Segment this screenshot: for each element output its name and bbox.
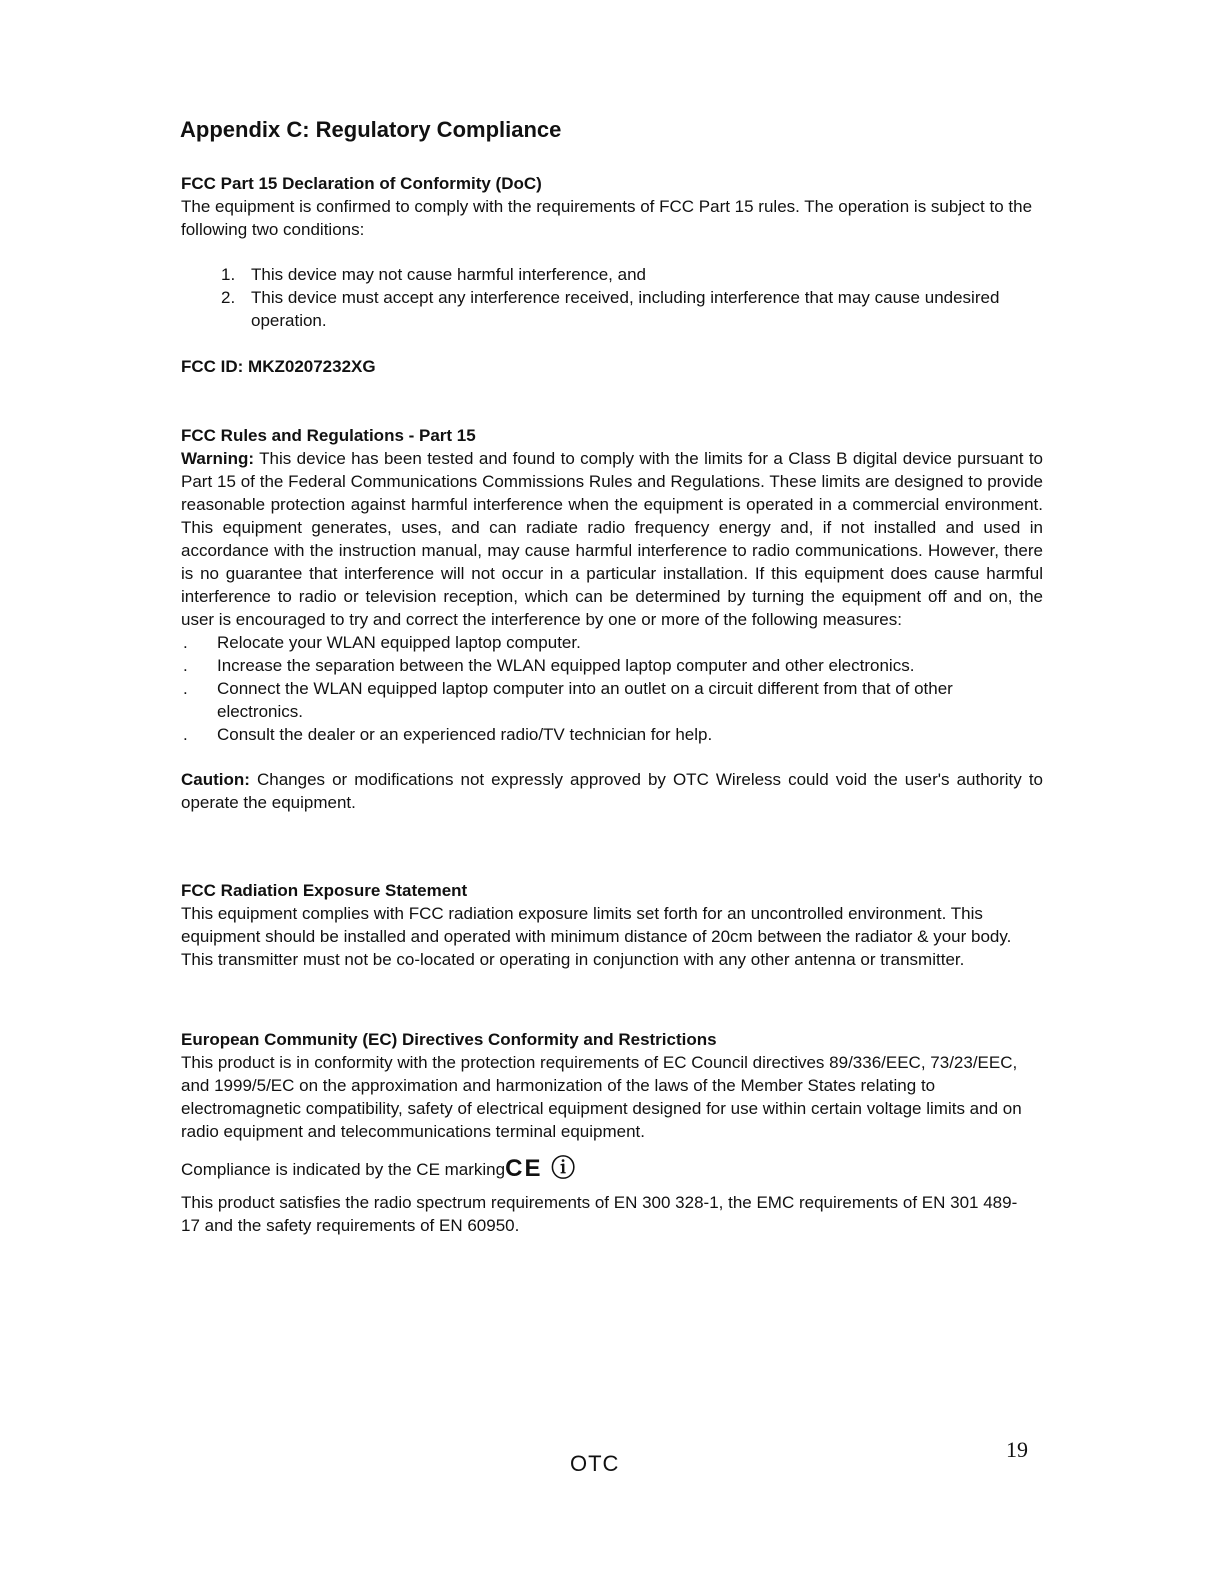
caution-paragraph: Caution: Changes or modifications not expressly approved by OTC Wireless could void the user's authority to operate the equipment.: [181, 770, 1043, 812]
ec-heading: European Community (EC) Directives Conformity and Restrictions: [181, 1030, 717, 1049]
measure-item: . Increase the separation between the WLAN equipped laptop computer and other electronics.: [183, 656, 915, 675]
measure-item: . Relocate your WLAN equipped laptop computer.: [183, 633, 581, 652]
page-number: 19: [1006, 1437, 1028, 1462]
page-title: Appendix C: Regulatory Compliance: [180, 117, 562, 142]
warning-paragraph: Warning: This device has been tested and found to comply with the limits for a Class B digital device pursuant to Part 15 of the Federal Communications Commissions Rules and Regulations. These limits are designed to provide reasonable protection against harmful interference when the equipment is operated in a commercial environment. This equipment generates, uses, and can radiate radio frequency energy and, if not installed and used in accordance with the instruction manual, may cause harmful interference to radio communications. However, there is no guarantee that interference will not occur in a particular installation. If this equipment does cause harmful interference to radio or television reception, which can be determined by turning the equipment off and on, the user is encouraged to try and correct the interference by one or more of the following measures:: [181, 449, 1043, 629]
doc-heading: FCC Part 15 Declaration of Conformity (DoC): [181, 174, 542, 193]
measure-item: . Connect the WLAN equipped laptop computer into an outlet on a circuit different from that of other electronics.: [183, 679, 953, 721]
doc-body: The equipment is confirmed to comply with the requirements of FCC Part 15 rules. The operation is subject to the following two conditions:: [181, 197, 1033, 239]
measure-item: . Consult the dealer or an experienced radio/TV technician for help.: [183, 725, 713, 744]
ce-compliance: Compliance is indicated by the CE markingCE ⓘ: [181, 1155, 578, 1182]
rules-heading: FCC Rules and Regulations - Part 15: [181, 426, 476, 445]
otc-logo: OTC: [570, 1451, 620, 1476]
rules-section: [181, 424, 1043, 814]
ec-section: [181, 1028, 1031, 1237]
radiation-section: [181, 879, 1031, 971]
ec-standards: This product satisfies the radio spectrum requirements of EN 300 328-1, the EMC requirements of EN 301 489-17 and the safety requirements of EN 60950.: [181, 1193, 1018, 1235]
condition-item: 2. This device must accept any interference received, including interference that may cause undesired operation.: [221, 288, 1000, 330]
fcc-id: FCC ID: MKZ0207232XG: [181, 357, 376, 376]
radiation-body: This equipment complies with FCC radiation exposure limits set forth for an uncontrolled environment. This equipment should be installed and operated with minimum distance of 20cm between the radiator & your body. This transmitter must not be co-located or operating in conjunction with any other antenna or transmitter.: [181, 904, 1012, 969]
radiation-heading: FCC Radiation Exposure Statement: [181, 881, 468, 900]
doc-section: [181, 172, 1051, 332]
condition-item: 1. This device may not cause harmful interference, and: [221, 265, 646, 284]
ec-body: This product is in conformity with the protection requirements of EC Council directives 89/336/EEC, 73/23/EEC, and 1999/5/EC on the approximation and harmonization of the laws of the Member States relating to electromagnetic compatibility, safety of electrical equipment designed for use within certain voltage limits and on radio equipment and telecommunications terminal equipment.: [181, 1053, 1022, 1141]
ce-mark-icon: CE ⓘ: [505, 1155, 578, 1182]
